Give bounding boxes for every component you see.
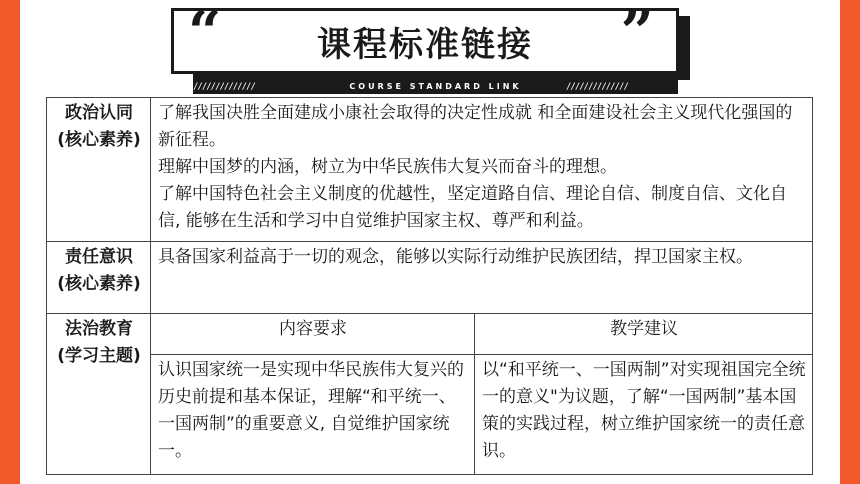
row-header-law xyxy=(47,314,151,475)
cell-teaching-suggestion: 以“和平统一、一国两制”对实现祖国完全统一的意义"为议题，了解“一国两制”基本国策的实践过程，树立维护国家统一的责任意识。 xyxy=(475,355,813,475)
row-header-title: 法治教育 xyxy=(65,319,133,339)
page-subtitle: COURSE STANDARD LINK xyxy=(349,82,522,91)
row-header-subtitle: (学习主题) xyxy=(57,346,141,366)
row-header-subtitle: (核心素养) xyxy=(57,274,141,294)
row-content-political xyxy=(151,98,813,242)
content-paragraph: 理解中国梦的内涵，树立为中华民族伟大复兴而奋斗的理想。 xyxy=(158,157,617,177)
page-title: 课程标准链接 xyxy=(317,25,533,65)
hatch-decoration-left: ////////////// xyxy=(193,82,255,92)
content-paragraph: 了解我国决胜全面建成小康社会取得的决定性成就 和全面建设社会主义现代化强国的新征程。 xyxy=(158,103,793,150)
content-paragraph: 具备国家利益高于一切的观念，能够以实际行动维护民族团结，捍卫国家主权。 xyxy=(158,247,753,267)
content-paragraph: 了解中国特色社会主义制度的优越性，坚定道路自信、理论自信、制度自信、文化自信, 能够在生活和学习中自觉维护国家主权、尊严和利益。 xyxy=(158,184,787,231)
table-row xyxy=(47,98,813,242)
row-header-political xyxy=(47,98,151,242)
row-header-title: 责任意识 xyxy=(65,247,133,267)
column-header-content: 内容要求 xyxy=(151,314,475,355)
hatch-decoration-right: ////////////// xyxy=(566,82,628,92)
row-header-responsibility xyxy=(47,242,151,314)
table-row xyxy=(47,242,813,314)
table-row xyxy=(47,355,813,475)
standards-table xyxy=(46,97,813,475)
table-row xyxy=(47,314,813,355)
open-quote-icon: “ xyxy=(188,0,222,66)
row-header-subtitle: (核心素养) xyxy=(57,130,141,150)
column-header-teaching: 教学建议 xyxy=(475,314,813,355)
close-quote-icon: ” xyxy=(620,0,654,66)
row-header-title: 政治认同 xyxy=(65,103,133,123)
cell-content-requirement: 认识国家统一是实现中华民族伟大复兴的历史前提和基本保证，理解“和平统一、一国两制”的重要意义, 自觉维护国家统一。 xyxy=(151,355,475,475)
title-banner xyxy=(171,0,679,74)
row-content-responsibility xyxy=(151,242,813,314)
